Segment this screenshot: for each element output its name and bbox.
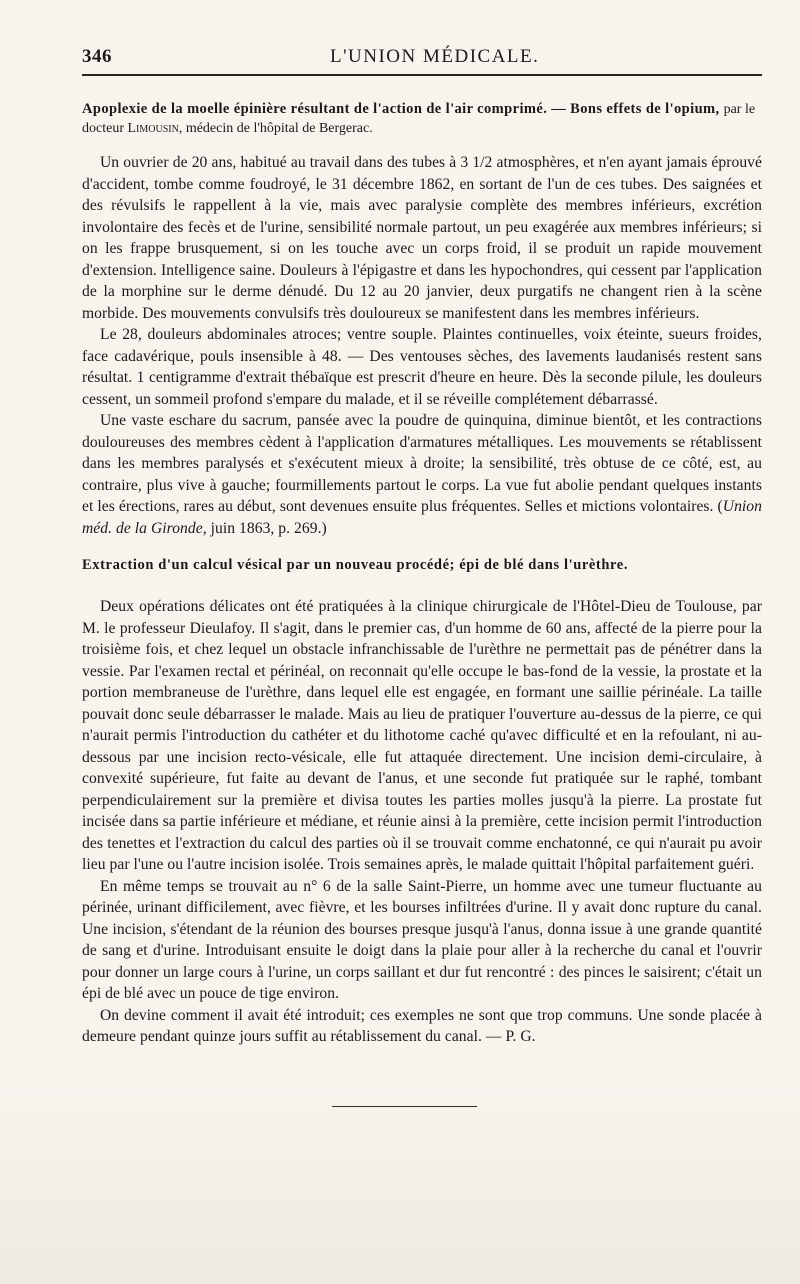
article1-title-text: Apoplexie de la moelle épinière résultant de l'action de l'air comprimé. — Bons effets de l'opium, bbox=[82, 101, 720, 117]
header-rule bbox=[82, 74, 762, 76]
source-citation: Union méd. de la Gironde bbox=[82, 498, 762, 537]
article1-paragraph-2: Le 28, douleurs abdominales atroces; ventre souple. Plaintes continuelles, voix éteinte, sueurs froides, face cadavérique, pouls insensible à 48. — Des ventouses sèches, des lavements laudanisés restent sans résultat. 1 centigramme d'extrait thébaïque est prescrit d'heure en heure. Dès la seconde pilule, les douleurs cessent, un sommeil profond s'empare du malade, et il se réveille complétement débarrassé. bbox=[82, 326, 762, 408]
article1-paragraph-3-text: Une vaste eschare du sacrum, pansée avec la poudre de quinquina, diminue bientôt, et les contractions douloureuses des membres cèdent à l'application d'armatures métalliques. Les mouvements se rétablissent dans les membres paralysés et s'exécutent mieux à droite; la sensibilité, très obtuse de ce côté, est, au contraire, plus vive à gauche; fourmillements partout le corps. La vue fut abolie pendant quelques instants et les érections, rares au début, sont devenues ensuite plus fréquentes. Selles et mictions volontaires. ( bbox=[82, 412, 762, 515]
author-name: Limousin bbox=[127, 121, 179, 136]
byline-post: , médecin de l'hôpital de Bergerac. bbox=[178, 121, 373, 136]
article1-paragraph-1: Un ouvrier de 20 ans, habitué au travail dans des tubes à 3 1/2 atmosphères, et n'en ayant jamais éprouvé d'accident, tombe comme foudroyé, le 31 décembre 1862, en sortant de l'un de ces tubes. Des saignées et des révulsifs le rappellent à la vie, mais avec paralysie complète des membres inférieurs, excrétion involontaire des fecès et de l'urine, sensibilité normale partout, un peu exagérée aux membres inférieurs; si on les frappe brusquement, si on les touche avec un corps froid, il se produit un rapide mouvement d'extension. Intelligence saine. Douleurs à l'épigastre et dans les hypochondres, qui cessent par l'application de la morphine sur le derme dénudé. Du 12 au 20 janvier, deux purgatifs ne changent rien à la scène morbide. Des mouvements convulsifs très douloureux se manifestent dans les membres inférieurs. bbox=[82, 154, 762, 322]
article1-paragraph-3 bbox=[82, 410, 762, 539]
article1-title bbox=[82, 100, 762, 138]
source-date: , juin 1863, p. 269.) bbox=[202, 519, 327, 537]
page-header bbox=[82, 40, 762, 70]
page-number: 346 bbox=[82, 46, 112, 67]
paper-bleed-through bbox=[0, 1084, 800, 1284]
article2-title: Extraction d'un calcul vésical par un nouveau procédé; épi de blé dans l'urèthre. bbox=[82, 557, 629, 573]
byline-pre: par le docteur bbox=[82, 102, 756, 136]
article2-paragraph-3: On devine comment il avait été introduit; ces exemples ne sont que trop communs. Une sonde placée à demeure pendant quinze jours suffit au rétablissement du canal. — P. G. bbox=[82, 1006, 762, 1045]
article2-paragraph-1: Deux opérations délicates ont été pratiquées à la clinique chirurgicale de l'Hôtel-Dieu de Toulouse, par M. le professeur Dieulafoy. Il s'agit, dans le premier cas, d'un homme de 60 ans, affecté de la pierre pour la troisième fois, et chez lequel un obstacle infranchissable de l'urèthre ne permettait pas de pénétrer dans la vessie. Par l'examen rectal et périnéal, on reconnait qu'elle occupe le bas-fond de la vessie, la prostate et la portion membraneuse de l'urèthre, dans lequel elle est engagée, en formant une saillie périnéale. La taille pouvait donc seule débarrasser le malade. Mais au lieu de pratiquer l'ouverture au-dessus de la pierre, ce qui n'aurait permis l'introduction du cathéter et du lithotome caché qu'avec difficulté et en la refoulant, ni au-dessous par une incision recto-vésicale, elle fut attaquée directement. Une incision demi-circulaire, à convexité supérieure, fut faite au devant de l'anus, et une seconde fut pratiquée sur le raphé, tombant perpendiculairement sur la première et divisa toutes les parties molles jusqu'à la pierre. La prostate fut incisée dans sa partie inférieure et médiane, et réunie ainsi à la première, cette incision permit l'introduction des tenettes et l'extraction du calcul des parties où il se trouvait comme enchatonné, ce qui n'aurait pu avoir lieu par l'une ou l'autre incision isolée. Trois semaines après, le malade quittait l'hôpital parfaitement guéri. bbox=[82, 598, 762, 873]
article2-paragraph-2: En même temps se trouvait au n° 6 de la salle Saint-Pierre, un homme avec une tumeur fluctuante au périnée, urinant difficilement, avec fièvre, et les bourses infiltrées d'urine. Il y avait donc rupture du canal. Une incision, s'étendant de la réunion des bourses presque jusqu'à l'anus, donna issue à une grande quantité de sang et d'urine. Introduisant ensuite le doigt dans la plaie pour aller à la recherche du canal et l'ouvrir pour donner un large cours à l'urine, un corps saillant et dur fut rencontré : des pinces le saisirent; c'était un épi de blé avec un pouce de tige environ. bbox=[82, 877, 762, 1002]
running-title: L'UNION MÉDICALE. bbox=[330, 46, 540, 67]
